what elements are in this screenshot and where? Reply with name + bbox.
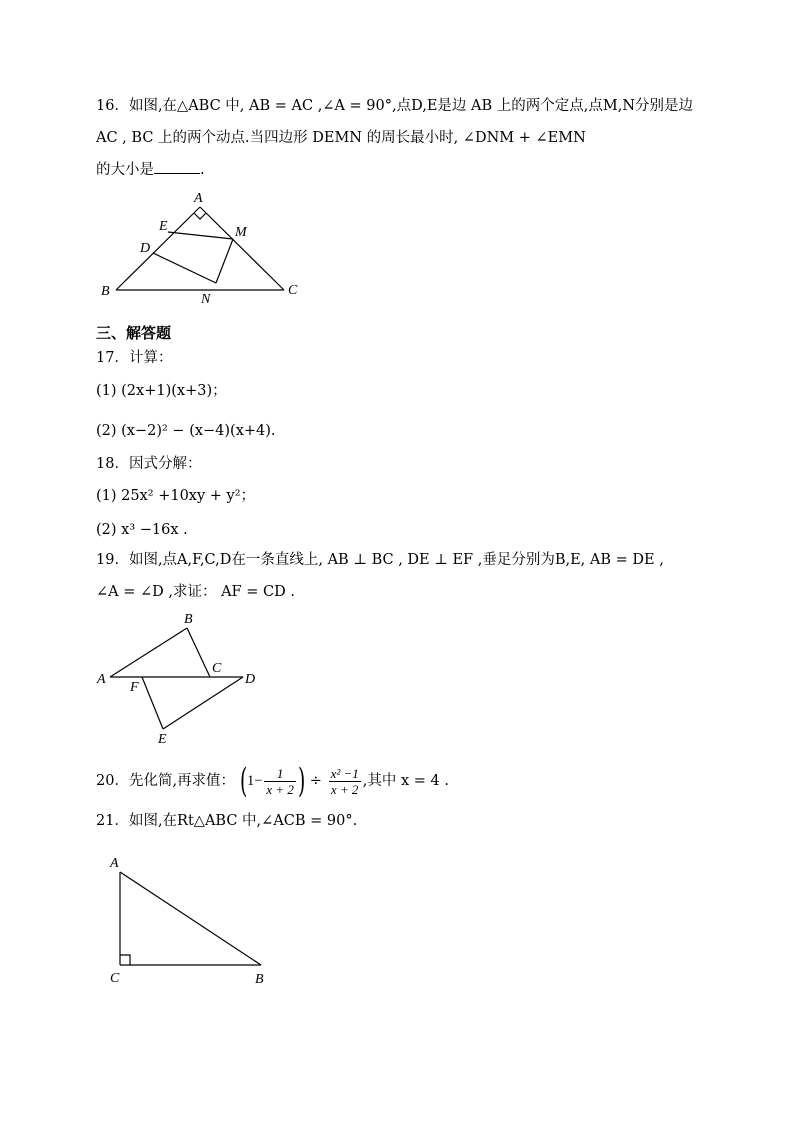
q21-label-C: C <box>110 971 120 986</box>
q20-suffix: ,其中 x = 4 . <box>362 773 449 789</box>
q21-line1: 21．如图,在Rt△ABC 中,∠ACB = 90°. <box>96 813 358 829</box>
q19-label-F: F <box>130 680 139 695</box>
q20-frac1-denominator: x + 2 <box>266 781 294 797</box>
q16-label-A: A <box>194 191 203 206</box>
q16-label-D: D <box>140 241 151 256</box>
right-paren-icon: ) <box>297 761 306 801</box>
q21-label-B: B <box>255 972 264 987</box>
q20-divide: ÷ <box>309 773 322 789</box>
left-paren-icon: ( <box>239 761 247 801</box>
q19-line2: ∠A = ∠D ,求证： AF = CD . <box>96 584 295 600</box>
q20-frac1-numerator: 1 <box>264 766 296 782</box>
q21-label-A: A <box>110 856 119 871</box>
q19-line1: 19．如图,点A,F,C,D在一条直线上, AB ⊥ BC , DE ⊥ EF ,垂足分别为B,E, AB = DE , <box>96 552 664 568</box>
q19-label-D: D <box>245 672 256 687</box>
q17-part1: (1) (2x+1)(x+3)； <box>96 383 227 399</box>
q19-label-A: A <box>97 672 106 687</box>
section-title: 三、解答题 <box>96 324 172 342</box>
q16-line3-text: 的大小是 <box>96 162 154 178</box>
q16-label-E: E <box>159 219 168 234</box>
q16-label-B: B <box>101 284 110 299</box>
q17-title: 17．计算： <box>96 350 173 366</box>
q20-prefix: 20．先化简,再求值： <box>96 773 236 789</box>
q16-label-M: M <box>235 225 247 240</box>
q20-frac2-numerator: x² −1 <box>330 765 359 781</box>
q18-title: 18．因式分解： <box>96 456 202 472</box>
q18-part2: (2) x³ −16x . <box>96 522 188 538</box>
q19-label-B: B <box>184 612 193 627</box>
q16-label-N: N <box>201 292 211 307</box>
q18-part1: (1) 25x² +10xy + y²； <box>96 488 256 504</box>
q17-part2: (2) (x−2)² − (x−4)(x+4). <box>96 423 276 439</box>
q16-line1: 16．如图,在△ABC 中, AB = AC ,∠A = 90°,点D,E是边 AB 上的两个定点,点M,N分别是边 <box>96 98 694 114</box>
q19-label-C: C <box>212 661 222 676</box>
q19-label-E: E <box>158 732 167 747</box>
q20-one-minus: 1− <box>246 773 263 789</box>
q20-frac2-denominator: x + 2 <box>330 781 359 797</box>
q16-line2: AC , BC 上的两个动点.当四边形 DEMN 的周长最小时, ∠DNM + ∠EMN <box>96 130 586 146</box>
q16-label-C: C <box>288 283 298 298</box>
q16-line3-period: . <box>200 162 205 178</box>
